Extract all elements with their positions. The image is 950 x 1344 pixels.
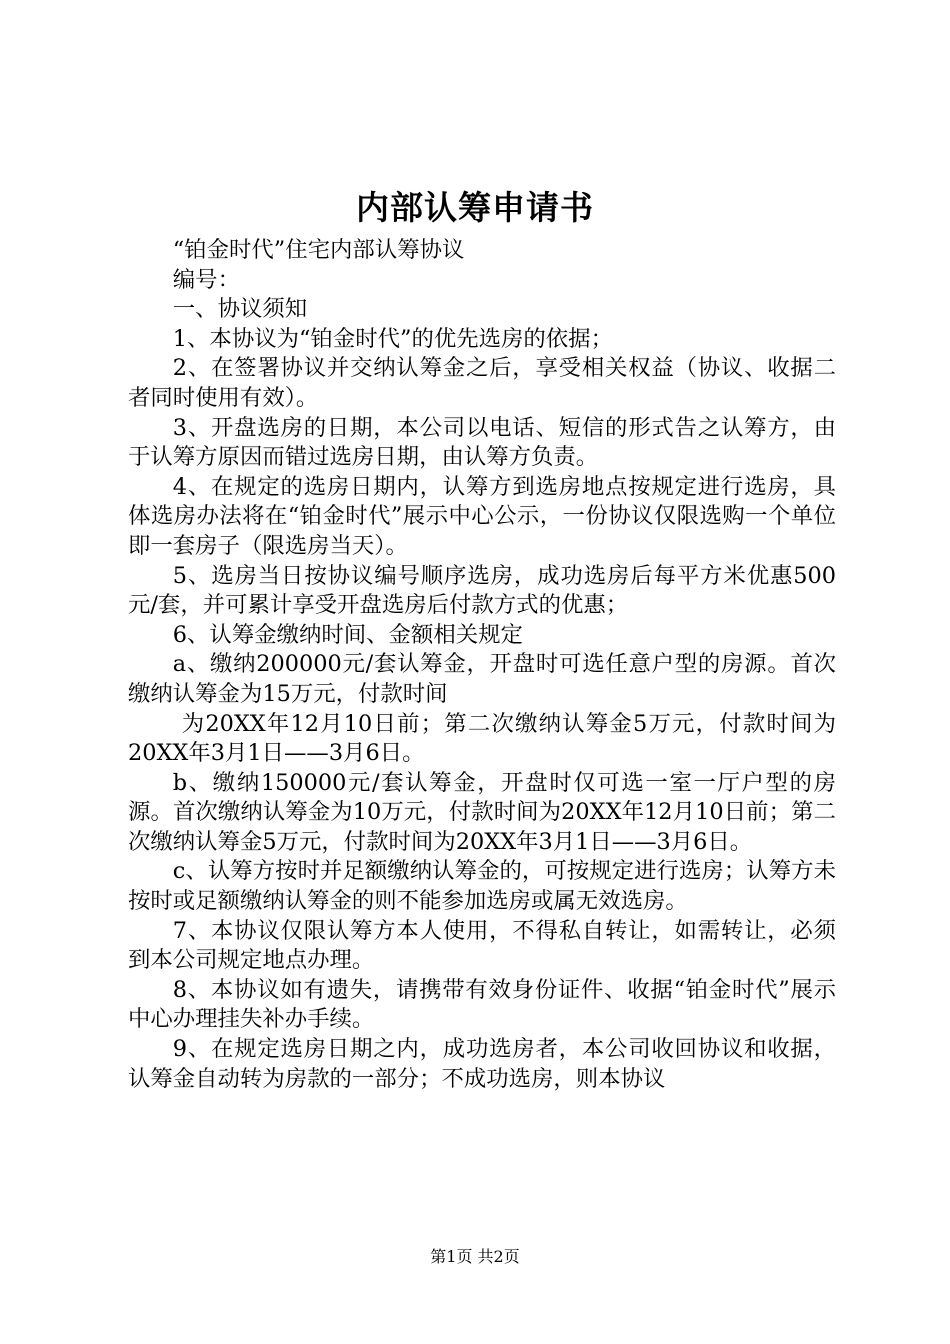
clause-6: 6、认筹金缴纳时间、金额相关规定 [172,621,523,648]
clause-6a-continued: 为20XX年12月10日前；第二次缴纳认筹金5万元，付款时间为20XX年3月1日——3月6日。 [128,710,836,767]
clause-6b: b、缴纳150000元/套认筹金，开盘时仅可选一室一厅户型的房源。首次缴纳认筹金为10万元，付款时间为20XX年12月10日前；第二次缴纳认筹金5万元，付款时间为20XX年3月1日——3月6日。 [128,769,836,855]
clause-3: 3、开盘选房的日期，本公司以电话、短信的形式告之认筹方，由于认筹方原因而错过选房日期，由认筹方负责。 [128,414,836,471]
clause-6a: a、缴纳200000元/套认筹金，开盘时可选任意户型的房源。首次缴纳认筹金为15万元，付款时间 [128,651,836,707]
clause-8: 8、本协议如有遗失，请携带有效身份证件、收据“铂金时代”展示中心办理挂失补办手续。 [128,976,836,1033]
agreement-number-label: 编号： [172,266,240,293]
agreement-subtitle: “铂金时代”住宅内部认筹协议 [172,237,465,263]
clause-6c: c、认筹方按时并足额缴纳认筹金的，可按规定进行选房；认筹方未按时或足额缴纳认筹金的则不能参加选房或属无效选房。 [128,858,836,915]
clause-9: 9、在规定选房日期之内，成功选房者，本公司收回协议和收据，认筹金自动转为房款的一部分；不成功选房，则本协议 [128,1036,836,1092]
clause-7: 7、本协议仅限认筹方本人使用，不得私自转让，如需转让，必须到本公司规定地点办理。 [128,917,836,974]
section-heading: 一、协议须知 [172,296,308,323]
clause-4: 4、在规定的选房日期内，认筹方到选房地点按规定进行选房，具体选房办法将在“铂金时代”展示中心公示，一份协议仅限选购一个单位即一套房子（限选房当天）。 [128,473,836,559]
document-body [128,236,836,1094]
document-title: 内部认筹申请书 [356,188,594,227]
clause-2: 2、在签署协议并交纳认筹金之后，享受相关权益（协议、收据二者同时使用有效）。 [128,355,836,411]
clause-1: 1、本协议为“铂金时代”的优先选房的依据； [172,325,613,352]
page-footer: 第1页 共2页 [430,1247,520,1266]
clause-5: 5、选房当日按协议编号顺序选房，成功选房后每平方米优惠500元/套，并可累计享受开盘选房后付款方式的优惠； [128,562,836,619]
